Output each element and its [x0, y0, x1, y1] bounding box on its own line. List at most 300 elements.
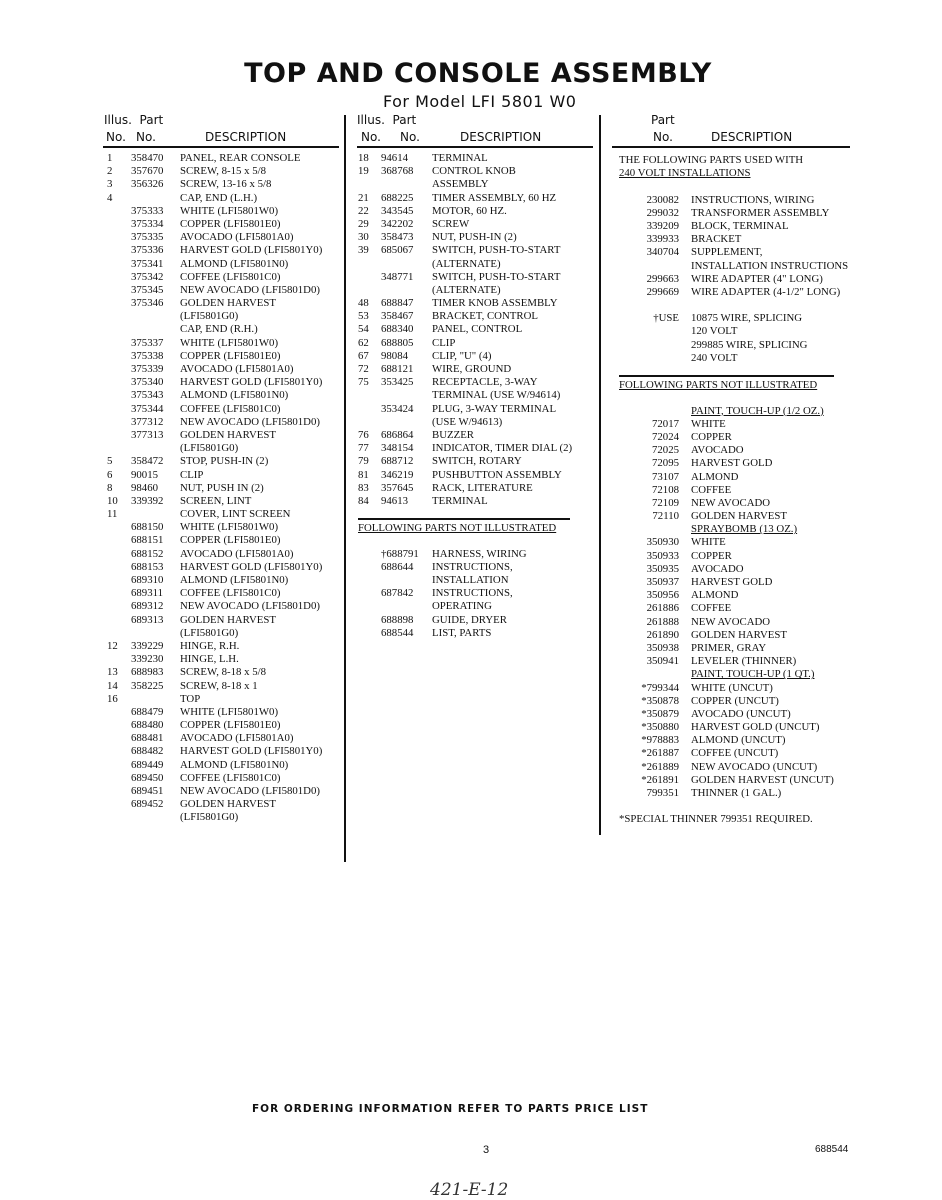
- part-description: HARVEST GOLD: [691, 457, 773, 470]
- blank-row: [619, 800, 869, 813]
- part-row: [619, 576, 869, 589]
- note-row: [619, 813, 869, 826]
- part-row: [619, 616, 869, 629]
- part-row: [358, 337, 593, 350]
- illus-number: 1: [107, 152, 113, 164]
- part-number: 261890: [646, 628, 679, 641]
- part-number: 689310: [131, 574, 164, 586]
- part-row: [619, 747, 869, 760]
- part-row: [107, 389, 342, 402]
- part-description: SCREEN, LINT: [180, 494, 252, 507]
- part-description: COVER, LINT SCREEN: [180, 508, 291, 521]
- part-description: CLIP, "U" (4): [432, 349, 492, 362]
- illus-number: 48: [358, 297, 369, 310]
- part-number: *261891: [641, 773, 679, 786]
- part-description: SPRAYBOMB (13 OZ.): [691, 523, 798, 536]
- part-number: *261887: [641, 747, 679, 760]
- part-number: 357670: [131, 165, 164, 178]
- part-description: INSTALLATION INSTRUCTIONS: [691, 259, 849, 272]
- part-description: PLUG, 3-WAY TERMINAL: [432, 402, 557, 415]
- part-number: †688791: [381, 547, 419, 560]
- part-description: NUT, PUSH IN (2): [180, 481, 264, 494]
- note-text: *SPECIAL THINNER 799351 REQUIRED.: [619, 813, 813, 826]
- part-description: INSTRUCTIONS,: [432, 560, 513, 573]
- part-row: [619, 325, 869, 338]
- part-row: [619, 787, 869, 800]
- part-row: [107, 192, 342, 205]
- illus-number: 5: [107, 455, 113, 468]
- part-number: 72017: [652, 417, 679, 430]
- part-row: [107, 482, 342, 495]
- part-number: 375337: [131, 336, 164, 349]
- part-description: GUIDE, DRYER: [432, 613, 507, 626]
- part-description: INSTRUCTIONS, WIRING: [691, 193, 815, 206]
- part-number: *261889: [641, 760, 679, 773]
- part-number: 358472: [131, 455, 164, 468]
- part-row: [619, 602, 869, 615]
- part-number: 358473: [381, 231, 414, 244]
- part-description: PANEL, REAR CONSOLE: [180, 152, 301, 164]
- part-description: WHITE (LFI5801W0): [180, 521, 279, 534]
- part-description: PANEL, CONTROL: [432, 323, 523, 336]
- part-description: COFFEE (LFI5801C0): [180, 402, 281, 415]
- ordering-footer: FOR ORDERING INFORMATION REFER TO PARTS PRICE LIST: [252, 1103, 649, 1115]
- part-number: 375336: [131, 244, 164, 257]
- part-number: 353424: [381, 402, 414, 415]
- part-number: 346219: [381, 468, 414, 481]
- illus-number: 22: [358, 204, 369, 217]
- part-row: [107, 534, 342, 547]
- part-number: 299669: [646, 285, 679, 298]
- illus-number: 79: [358, 455, 369, 468]
- part-description: INSTALLATION: [432, 574, 509, 586]
- part-description: PUSHBUTTON ASSEMBLY: [432, 468, 562, 481]
- blank-row: [619, 391, 869, 404]
- part-description: COFFEE: [691, 483, 732, 496]
- part-row: [107, 310, 342, 323]
- part-number: 340704: [646, 246, 679, 259]
- part-description: COPPER (LFI5801E0): [180, 349, 281, 362]
- part-description: SWITCH, PUSH-TO-START: [432, 270, 561, 283]
- part-description: WHITE (LFI5801W0): [180, 705, 279, 718]
- part-row: [107, 297, 342, 310]
- part-description: (LFI5801G0): [180, 310, 239, 323]
- part-description: COFFEE (LFI5801C0): [180, 587, 281, 600]
- part-row: [358, 587, 593, 600]
- part-row: [619, 431, 869, 444]
- part-description: COPPER: [691, 549, 732, 562]
- part-row: [107, 785, 342, 798]
- part-description: WHITE (LFI5801W0): [180, 336, 279, 349]
- part-row: [619, 629, 869, 642]
- part-row: [358, 376, 593, 389]
- part-number: 350941: [646, 655, 679, 668]
- illus-number: 53: [358, 310, 369, 323]
- part-row: [619, 194, 869, 207]
- part-description: WIRE ADAPTER (4-1/2" LONG): [691, 285, 841, 298]
- part-row: [619, 444, 869, 457]
- part-number: *350878: [641, 694, 679, 707]
- part-row: [107, 798, 342, 811]
- part-description: HARVEST GOLD: [691, 576, 773, 588]
- illus-number: 67: [358, 349, 369, 362]
- part-number: 94614: [381, 152, 408, 164]
- part-row: [107, 614, 342, 627]
- part-description: ASSEMBLY: [432, 178, 489, 191]
- part-row: [619, 260, 869, 273]
- part-row: [107, 218, 342, 231]
- part-number: 688482: [131, 745, 164, 758]
- part-row: [619, 484, 869, 497]
- part-number: 685067: [381, 244, 414, 257]
- part-description: GOLDEN HARVEST: [180, 798, 277, 811]
- part-description: HARVEST GOLD (LFI5801Y0): [180, 560, 323, 573]
- no-header: No.: [361, 130, 381, 144]
- part-row: [107, 165, 342, 178]
- illus-number: 4: [107, 191, 113, 204]
- part-row: [358, 416, 593, 429]
- part-description: STOP, PUSH-IN (2): [180, 455, 269, 468]
- column-divider: [344, 115, 346, 862]
- part-description: COFFEE: [691, 602, 732, 615]
- part-row: [358, 442, 593, 455]
- part-number: 375339: [131, 363, 164, 375]
- part-row: [107, 574, 342, 587]
- part-description: 120 VOLT: [691, 325, 738, 338]
- illus-number: 18: [358, 152, 369, 164]
- part-row: [619, 220, 869, 233]
- parts-column-1: [107, 152, 342, 825]
- part-number: 689451: [131, 785, 164, 797]
- part-row: [107, 429, 342, 442]
- part-row: [107, 653, 342, 666]
- part-description: THINNER (1 GAL.): [691, 787, 782, 799]
- part-description: SCREW, 8-18 x 5/8: [180, 666, 266, 679]
- part-number: 375334: [131, 217, 164, 230]
- part-row: [107, 178, 342, 191]
- part-description: COPPER (LFI5801E0): [180, 217, 281, 230]
- part-row: [358, 389, 593, 402]
- part-row: [107, 205, 342, 218]
- part-description: GOLDEN HARVEST: [180, 613, 277, 626]
- part-number: *350880: [641, 721, 679, 734]
- blank-row: [358, 534, 593, 547]
- part-row: [619, 668, 869, 681]
- part-row: [619, 563, 869, 576]
- part-row: [107, 152, 342, 165]
- part-number: 358470: [131, 152, 164, 164]
- part-row: [619, 418, 869, 431]
- part-row: [358, 165, 593, 178]
- part-row: [107, 680, 342, 693]
- part-description: (LFI5801G0): [180, 811, 239, 824]
- illus-header: Illus. Part: [357, 113, 417, 127]
- part-description: AVOCADO (LFI5801A0): [180, 231, 294, 244]
- part-description: HARVEST GOLD (LFI5801Y0): [180, 376, 323, 389]
- part-number: 375343: [131, 389, 164, 402]
- part-number: 688481: [131, 732, 164, 745]
- part-row: [107, 363, 342, 376]
- part-number: 358467: [381, 310, 414, 323]
- part-description: HARVEST GOLD (LFI5801Y0): [180, 745, 323, 758]
- part-row: [107, 244, 342, 257]
- part-number: 72025: [652, 444, 679, 457]
- part-row: [107, 284, 342, 297]
- part-no-header: No.: [653, 130, 673, 144]
- part-row: [358, 178, 593, 191]
- part-row: [107, 350, 342, 363]
- part-row: [107, 508, 342, 521]
- part-row: [107, 759, 342, 772]
- part-description: LEVELER (THINNER): [691, 655, 797, 668]
- part-description: SCREW, 8-15 x 5/8: [180, 165, 266, 178]
- part-row: [107, 693, 342, 706]
- part-number: 72110: [652, 510, 679, 523]
- part-description: AVOCADO (LFI5801A0): [180, 732, 294, 745]
- part-number: †USE: [653, 312, 679, 325]
- part-description: INSTRUCTIONS,: [432, 587, 513, 600]
- part-number: 689312: [131, 600, 164, 613]
- illus-number: 54: [358, 323, 369, 336]
- part-description: NEW AVOCADO (LFI5801D0): [180, 283, 320, 296]
- part-row: [619, 286, 869, 299]
- part-number: 357645: [381, 481, 414, 494]
- part-number: 261886: [646, 602, 679, 615]
- illus-number: 81: [358, 468, 369, 481]
- part-number: 343545: [381, 204, 414, 217]
- part-row: [358, 152, 593, 165]
- part-row: [619, 642, 869, 655]
- blank-row: [619, 299, 869, 312]
- part-row: [619, 497, 869, 510]
- part-row: [107, 231, 342, 244]
- part-row: [107, 442, 342, 455]
- header-rule: [103, 146, 339, 148]
- part-description: ALMOND (LFI5801N0): [180, 257, 289, 270]
- part-number: 375333: [131, 204, 164, 217]
- illus-number: 6: [107, 468, 113, 481]
- part-number: 350938: [646, 641, 679, 654]
- part-description: COPPER (LFI5801E0): [180, 534, 281, 547]
- part-row: [107, 640, 342, 653]
- part-description: NEW AVOCADO (LFI5801D0): [180, 785, 320, 797]
- illus-number: 10: [107, 494, 118, 507]
- part-number: 688479: [131, 705, 164, 718]
- part-description: TIMER ASSEMBLY, 60 HZ: [432, 191, 557, 204]
- part-description: BRACKET, CONTROL: [432, 310, 538, 323]
- illus-number: 19: [358, 165, 369, 178]
- part-row: [107, 732, 342, 745]
- part-number: 689452: [131, 798, 164, 811]
- part-description: TOP: [180, 692, 201, 705]
- parts-column-3: [619, 154, 869, 827]
- illus-number: 72: [358, 363, 369, 375]
- part-row: [107, 416, 342, 429]
- part-description: CONTROL KNOB: [432, 165, 516, 178]
- part-description: CLIP: [432, 336, 456, 349]
- part-description: PAINT, TOUCH-UP (1 QT.): [691, 668, 815, 681]
- part-description: WIRE, GROUND: [432, 363, 512, 375]
- illus-number: 29: [358, 217, 369, 230]
- part-row: [619, 734, 869, 747]
- part-number: 348154: [381, 442, 414, 455]
- part-number: 342202: [381, 217, 414, 230]
- illus-number: 12: [107, 639, 118, 652]
- part-description: GOLDEN HARVEST: [691, 628, 788, 641]
- illus-number: 84: [358, 494, 369, 507]
- part-number: 689450: [131, 771, 164, 784]
- part-description: TIMER KNOB ASSEMBLY: [432, 297, 558, 310]
- note-row: [619, 154, 869, 167]
- part-header: Part: [651, 113, 675, 127]
- part-row: [619, 457, 869, 470]
- part-row: [619, 510, 869, 523]
- part-number: 375345: [131, 283, 164, 296]
- part-number: 688225: [381, 191, 414, 204]
- part-row: [619, 695, 869, 708]
- part-description: CAP, END (R.H.): [180, 323, 258, 336]
- part-description: PAINT, TOUCH-UP (1/2 OZ.): [691, 404, 824, 417]
- part-row: [619, 405, 869, 418]
- part-number: 377313: [131, 428, 164, 441]
- illus-number: 77: [358, 442, 369, 455]
- no-header: No.: [106, 130, 126, 144]
- part-number: 72108: [652, 483, 679, 496]
- part-description: LIST, PARTS: [432, 626, 492, 639]
- part-row: [107, 271, 342, 284]
- part-number: 368768: [381, 165, 414, 178]
- part-description: WHITE: [691, 417, 726, 430]
- part-number: 299032: [646, 206, 679, 219]
- part-description: WHITE (LFI5801W0): [180, 204, 279, 217]
- part-row: [619, 721, 869, 734]
- part-number: *350879: [641, 707, 679, 720]
- part-number: 73107: [652, 470, 679, 483]
- part-row: [358, 614, 593, 627]
- part-row: [619, 774, 869, 787]
- part-number: 688121: [381, 363, 414, 375]
- part-row: [619, 471, 869, 484]
- part-row: [107, 745, 342, 758]
- handwritten-note: 421-E-12: [430, 1180, 509, 1200]
- part-number: 350956: [646, 589, 679, 602]
- part-row: [107, 469, 342, 482]
- part-number: 72095: [652, 457, 679, 470]
- part-number: *799344: [641, 681, 679, 694]
- part-description: COPPER (LFI5801E0): [180, 719, 281, 732]
- part-row: [358, 244, 593, 257]
- part-number: 688898: [381, 613, 414, 626]
- part-number: 98084: [381, 349, 408, 362]
- document-number: 688544: [815, 1144, 849, 1155]
- part-number: 688480: [131, 719, 164, 732]
- part-description: TRANSFORMER ASSEMBLY: [691, 206, 830, 219]
- part-description: HARNESS, WIRING: [432, 547, 527, 560]
- part-row: [619, 523, 869, 536]
- part-row: [358, 271, 593, 284]
- part-description: (LFI5801G0): [180, 626, 239, 639]
- part-description: NEW AVOCADO: [691, 496, 771, 509]
- description-header: DESCRIPTION: [460, 130, 542, 144]
- part-number: 339933: [646, 233, 679, 246]
- part-description: MOTOR, 60 HZ.: [432, 204, 507, 217]
- description-header: DESCRIPTION: [711, 130, 793, 144]
- part-row: [107, 258, 342, 271]
- part-number: 230082: [646, 193, 679, 206]
- part-description: SCREW, 13-16 x 5/8: [180, 178, 272, 191]
- part-row: [619, 339, 869, 352]
- part-description: (ALTERNATE): [432, 283, 501, 296]
- illus-number: 13: [107, 666, 118, 679]
- part-description: COFFEE (UNCUT): [691, 747, 779, 760]
- part-row: [107, 600, 342, 613]
- part-description: SCREW, 8-18 x 1: [180, 679, 258, 692]
- part-row: [619, 536, 869, 549]
- part-description: CAP, END (L.H.): [180, 191, 258, 204]
- part-description: SWITCH, PUSH-TO-START: [432, 244, 561, 257]
- section-heading-text: FOLLOWING PARTS NOT ILLUSTRATED: [358, 518, 570, 535]
- part-row: [358, 205, 593, 218]
- part-no-header: No.: [136, 130, 156, 144]
- part-description: ALMOND (UNCUT): [691, 734, 786, 747]
- part-number: 688644: [381, 560, 414, 573]
- part-row: [619, 233, 869, 246]
- part-number: 688544: [381, 626, 414, 639]
- illus-number: 21: [358, 191, 369, 204]
- part-number: 350935: [646, 562, 679, 575]
- part-number: 688340: [381, 323, 414, 336]
- part-row: [358, 561, 593, 574]
- part-row: [107, 376, 342, 389]
- part-row: [107, 521, 342, 534]
- part-description: AVOCADO: [691, 444, 744, 457]
- part-description: TERMINAL: [432, 152, 488, 164]
- part-description: AVOCADO (UNCUT): [691, 707, 791, 720]
- part-row: [619, 207, 869, 220]
- part-number: 689311: [131, 587, 163, 600]
- part-description: GOLDEN HARVEST: [691, 510, 788, 523]
- part-row: [358, 600, 593, 613]
- part-description: (LFI5801G0): [180, 442, 239, 455]
- part-row: [619, 589, 869, 602]
- section-heading: [358, 521, 593, 534]
- header-rule: [612, 146, 850, 148]
- part-description: RECEPTACLE, 3-WAY: [432, 376, 538, 389]
- part-description: ALMOND: [691, 470, 739, 483]
- part-description: TERMINAL: [432, 494, 488, 507]
- part-number: 375344: [131, 402, 164, 415]
- part-number: 688152: [131, 547, 164, 560]
- part-description: ALMOND (LFI5801N0): [180, 574, 289, 586]
- part-description: (USE W/94613): [432, 415, 503, 428]
- part-number: 375346: [131, 297, 164, 310]
- part-description: NEW AVOCADO: [691, 615, 771, 628]
- part-description: AVOCADO: [691, 562, 744, 575]
- illus-number: 83: [358, 481, 369, 494]
- part-row: [619, 708, 869, 721]
- page-number: 3: [483, 1144, 490, 1156]
- part-description: SUPPLEMENT,: [691, 246, 763, 259]
- part-number: 689313: [131, 613, 164, 626]
- part-row: [619, 352, 869, 365]
- part-row: [107, 548, 342, 561]
- part-number: *978883: [641, 734, 679, 747]
- part-description: COPPER (UNCUT): [691, 694, 779, 707]
- header-rule: [357, 146, 593, 148]
- illus-number: 3: [107, 178, 113, 191]
- part-description: COFFEE (LFI5801C0): [180, 270, 281, 283]
- part-number: 688153: [131, 560, 164, 573]
